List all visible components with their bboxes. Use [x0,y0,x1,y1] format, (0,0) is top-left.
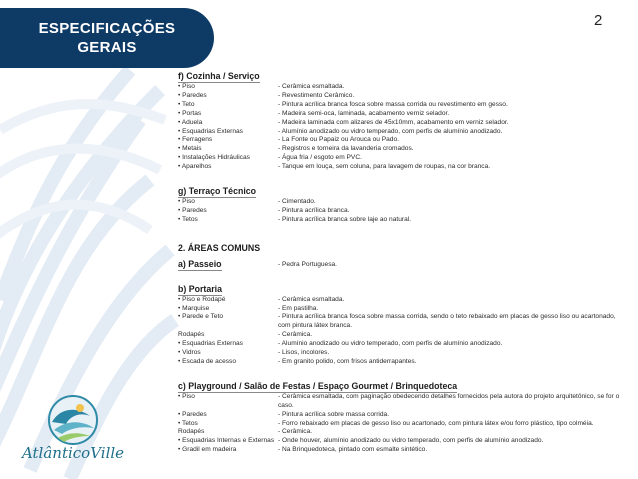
spec-row [178,420,626,429]
spec-key: Rodapés [178,428,205,436]
spec-key: • Marquise [178,304,210,312]
spec-row [178,437,626,446]
page-title-line-1: ESPECIFICAÇÕES [38,20,176,37]
spec-value: - Cerâmica esmaltada, com paginação obedecendo detalhes fornecidos pela autora do projeto arquitetônico, se for o caso. [278,392,620,409]
spec-list [178,393,626,455]
spec-row [178,296,626,305]
spec-value: - Na Brinquedoteca, pintado com esmalte sintético. [278,446,428,454]
spec-key: • Portas [178,109,202,117]
spec-key: • Esquadrias Internas e Externas [178,437,275,445]
spec-key: • Metais [178,145,202,153]
spec-key: • Vidros [178,349,201,357]
spec-row [178,340,626,349]
spec-key: • Paredes [178,410,207,418]
section-heading: b) Portaria [178,283,222,294]
spacer [178,225,626,239]
spec-row [178,446,626,455]
spec-value: - Cimentado. [278,198,316,206]
spec-value: - Pedra Portuguesa. [278,260,338,268]
spec-row [178,411,626,420]
spec-value: - Forro rebaixado em placas de gesso liso ou acartonado, com pintura látex e/ou forro plástico, tipo colméia. [278,419,594,427]
page-title-line-2: GERAIS [77,39,137,56]
spec-row [178,331,626,340]
spec-key: • Piso [178,198,195,206]
spec-key: • Aduela [178,118,203,126]
page-title [39,19,176,57]
spec-key: • Tetos [178,419,198,427]
spec-list [178,258,626,270]
spec-value: - Pintura acrílica branca sobre laje ao natural. [278,215,412,223]
spec-key: Rodapés [178,331,205,339]
spec-value: - Em pastilha. [278,304,319,312]
spec-row [178,136,626,145]
spec-row [178,313,626,331]
spec-key: • Paredes [178,206,207,214]
spec-row [178,83,626,92]
spec-list [178,198,626,225]
spec-key: • Esquadrias Externas [178,340,243,348]
spacer [178,172,626,182]
section-heading: g) Terraço Técnico [178,186,257,197]
page-number: 2 [594,12,603,29]
spec-value: - Alumínio anodizado ou vidro temperado, com perfis de alumínio anodizado. [278,127,503,135]
spec-value: - Registros e torneira da lavanderia cromados. [278,145,414,153]
spec-value: - Tanque em louça, sem coluna, para lavagem de roupas, na cor branca. [278,163,491,171]
spec-key: • Paredes [178,91,207,99]
spec-key: • Parede e Teto [178,313,224,321]
spec-value: - Pintura acrílica branca. [278,206,350,214]
brand-logo [14,394,132,472]
spec-value: - Cerâmica. [278,428,313,436]
spec-value: - Em granito polido, com frisos antiderrapantes. [278,357,417,365]
spec-value: - Cerâmica esmaltada. [278,295,345,303]
spec-list [178,83,626,172]
spec-value: - Onde houver, alumínio anodizado ou vidro temperado, com perfis de alumínio anodizado. [278,437,544,445]
section-heading: a) Passeio [178,258,222,269]
spacer [178,367,626,377]
section-heading: f) Cozinha / Serviço [178,71,260,81]
spec-key: • Escada de acesso [178,357,237,365]
spec-row [178,163,626,172]
spec-key: • Tetos [178,215,198,223]
spec-key: • Instalações Hidráulicas [178,154,250,162]
chapter-heading: 2. ÁREAS COMUNS [178,242,261,253]
spec-key: • Ferragens [178,136,213,144]
spec-row [178,198,626,207]
spec-row [178,154,626,163]
spec-value: - La Fonte ou Papaiz ou Arouca ou Pado. [278,136,399,144]
spec-row [178,428,626,437]
spec-row [178,258,626,270]
spec-row [178,119,626,128]
spec-value: - Madeira laminada com alizares de 45x10mm, acabamento em verniz selador. [278,118,509,126]
spec-value: - Lisos, incolores. [278,349,330,357]
spec-value: - Alumínio anodizado ou vidro temperado, com perfis de alumínio anodizado. [278,340,503,348]
spec-key: • Piso [178,83,195,90]
spec-row [178,349,626,358]
spec-row [178,145,626,154]
spec-row [178,393,626,411]
spec-value: - Cerâmica. [278,331,313,339]
spec-key: • Gradil em madeira [178,446,237,454]
spec-list [178,296,626,367]
spec-key: • Piso [178,392,195,400]
spec-key: • Piso e Rodapé [178,295,226,303]
title-banner [0,8,214,68]
spec-key: • Aparelhos [178,163,212,171]
spec-row [178,110,626,119]
spec-row [178,216,626,225]
spec-value: - Pintura acrílica branca fosca sobre massa corrida ou revestimento em gesso. [278,100,508,108]
spec-key: • Esquadrias Externas [178,127,243,135]
logo-wordmark: AtlânticoVille [21,444,125,462]
specifications-document [178,67,626,455]
spec-key: • Teto [178,100,195,108]
spec-value: - Revestimento Cerâmico. [278,91,355,99]
spec-row [178,207,626,216]
spec-row [178,358,626,367]
spec-row [178,128,626,137]
spacer [178,270,626,280]
spec-value: - Madeira semi-oca, laminada, acabamento verniz selador. [278,109,450,117]
spec-value: - Água fria / esgoto em PVC. [278,154,362,162]
spec-key [178,258,278,270]
section-heading: c) Playground / Salão de Festas / Espaço Gourmet / Brinquedoteca [178,380,458,391]
spec-value: - Cerâmica esmaltada. [278,83,345,90]
spec-value: - Pintura acrílica branca fosca sobre massa corrida, sendo o teto rebaixado em placas de gesso liso ou acartonado, com pintura látex branca. [278,313,616,330]
spec-row [178,305,626,314]
spec-value: - Pintura acrílica sobre massa corrida. [278,410,390,418]
spec-row [178,101,626,110]
spec-row [178,92,626,101]
wave-circle-icon [14,394,132,450]
